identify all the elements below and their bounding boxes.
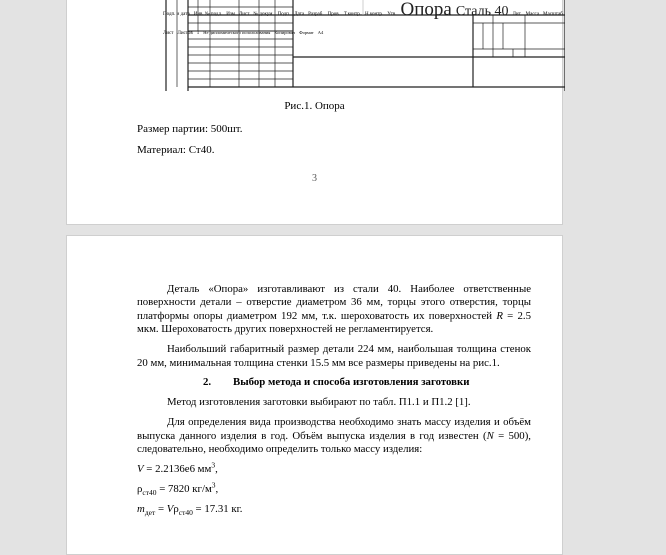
paragraph-material: Деталь «Опора» изготавливают из стали 40. Наиболее ответственные поверхности детали – отверстие диаметром 36 мм, торцы этого отверстия, торцы платформы опоры диаметром 192 мм, т.к. шероховатость их поверхностей R = 2.5 мкм. Шероховатость других поверхностей не регламентируется. — [137, 283, 531, 336]
document-page-3 — [66, 0, 563, 225]
sheets-value: 1 — [196, 31, 200, 36]
part-material: Сталь 40 — [455, 4, 509, 19]
figure-caption: Рис.1. Опора — [284, 100, 345, 112]
stamp-col-header: Изм — [226, 12, 235, 17]
stamp-row-label: Пров. — [327, 12, 340, 17]
material-line: Материал: Ст40. — [137, 144, 215, 156]
page-body — [137, 283, 531, 523]
part-name: Опора — [400, 0, 452, 20]
page-number: 3 — [312, 173, 317, 184]
stamp-row-label: Т.контр. — [343, 12, 361, 17]
sheet-label: Лист — [163, 31, 174, 36]
paragraph-production: Для определения вида производства необходимо знать массу изделия и объём выпуска данного изделия в год. Объём выпуска изделия в год известен (N = 500), следовательно, необходимо определить только массу изделия: — [137, 416, 531, 456]
document-page-4 — [66, 235, 563, 555]
paragraph-dimensions: Наибольший габаритный размер детали 224 мм, наибольшая толщина стенок 20 мм, минимальная толщина стенки 15.5 мм все размеры приведены на рис.1. — [137, 343, 531, 369]
side-strip-label: Инв. № подл. — [193, 12, 223, 17]
formula-density: $\rho_{ст40} = 7820$ $кг/м^3$, — [137, 480, 219, 498]
batch-size-line: Размер партии: 500шт. — [137, 123, 243, 135]
stamp-row-label: Утв. — [387, 12, 397, 17]
stamp-col-header: Дата — [294, 12, 305, 17]
formula-mass: $m_{дет} = V\rho_{ст40} = 17.31$ кг. — [137, 502, 243, 517]
footer-right: Формат — [299, 30, 314, 35]
stamp-row-label: Н.контр. — [364, 12, 384, 17]
format-value: А4 — [317, 30, 324, 35]
title-block-drawing — [163, 0, 565, 91]
stamp-col-header: Лист — [238, 12, 250, 17]
title-block-lines — [163, 0, 565, 91]
section-heading: 2. Выбор метода и способа изготовления заготовки — [203, 376, 470, 389]
scale-header: Масштаб — [543, 12, 563, 17]
side-strip-label: Подп. и дата — [163, 12, 190, 17]
stamp-col-header: Подп. — [277, 12, 291, 17]
stamp-row-label: Разраб. — [308, 12, 324, 17]
footer-left: Не дипломического использования — [203, 30, 271, 35]
sheets-label: Листов — [177, 31, 193, 36]
footer-mid: Копировал — [274, 30, 296, 35]
paragraph-method: Метод изготовления заготовки выбирают по табл. П1.1 и П1.2 [1]. — [167, 396, 471, 409]
lit-header: Лит. — [512, 12, 522, 17]
mass-header: Масса — [525, 12, 540, 17]
formula-volume: V = 2.2136e6 $мм^3$, — [137, 460, 218, 475]
stamp-col-header: № докум. — [253, 12, 274, 17]
